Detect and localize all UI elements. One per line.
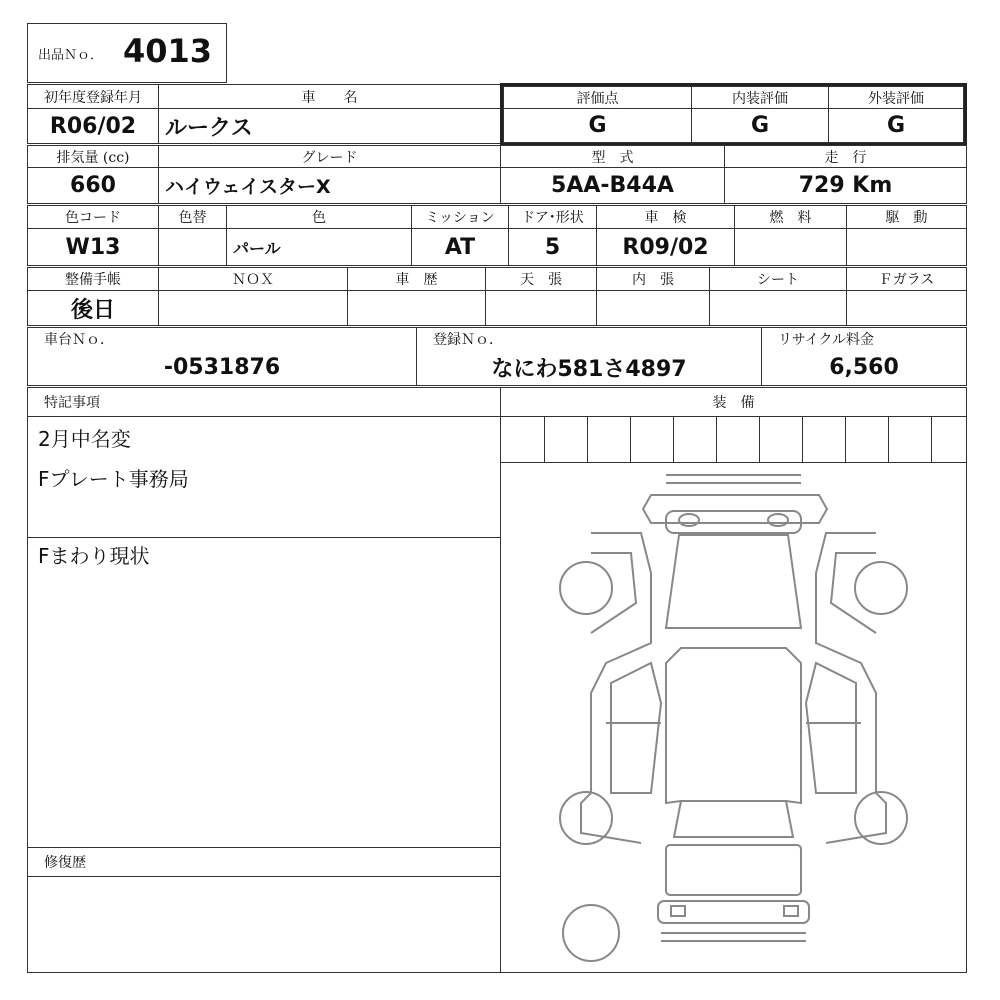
mileage-label: 走 行 [724,145,967,168]
special-label: 特記事項 [27,387,501,417]
exterior-value: G [828,108,964,143]
equipment-label: 装 備 [500,387,967,417]
interior-trim-label: 内 張 [596,267,710,291]
car-diagram [501,463,966,972]
sunroof-label: 天 張 [485,267,597,291]
lot-number: 4013 [123,32,213,70]
fuel-value [734,228,847,266]
sunroof-value [485,290,597,326]
recycle-value: 6,560 [829,354,899,380]
lot-label: 出品Ｎｏ． [38,48,104,63]
grade-value: ハイウェイスターX [158,167,501,204]
history-value [347,290,486,326]
repair-area [27,876,501,973]
fuel-label: 燃 料 [734,205,847,229]
car-name-value: ルークス [158,108,501,144]
seat-value [709,290,847,326]
chassis-label: 車台Ｎｏ． [44,332,114,348]
nox-value [158,290,348,326]
nox-label: ＮＯＸ [158,267,348,291]
door-value: 5 [508,228,597,266]
recycle-box [761,327,967,386]
maintenance-label: 整備手帳 [27,267,159,291]
repaint-label: 色替 [158,205,227,229]
drive-label: 駆 動 [846,205,967,229]
special-notes-area [27,416,501,538]
displacement-label: 排気量 (cc) [27,145,159,168]
car-name-label: 車 名 [158,84,501,109]
first-reg-value: R06/02 [27,108,159,144]
color-code-label: 色コード [27,205,159,229]
displacement-value: 660 [27,167,159,204]
model-label: 型 式 [500,145,725,168]
color-value: パール [226,228,412,266]
first-reg-label: 初年度登録年月 [27,84,159,109]
note-line-1: 2月中名変 [38,427,131,451]
lot-number-box [27,23,227,83]
drive-value [846,228,967,266]
score-value: G [503,108,692,143]
color-code-value: W13 [27,228,159,266]
interior-label: 内装評価 [691,86,829,109]
chassis-value: -0531876 [163,354,281,380]
exterior-label: 外装評価 [828,86,964,109]
score-label: 評価点 [503,86,692,109]
inspection-label: 車 検 [596,205,735,229]
history-label: 車 歴 [347,267,486,291]
mission-value: AT [411,228,509,266]
equipment-grid [500,416,967,463]
note-line-2: Fプレート事務局 [38,467,189,491]
door-label: ドア･形状 [508,205,597,229]
interior-trim-value [596,290,710,326]
model-value: 5AA-B44A [500,167,725,204]
interior-value: G [691,108,829,143]
fglass-label: Ｆガラス [846,267,967,291]
repaint-value [158,228,227,266]
mission-label: ミッション [411,205,509,229]
repair-label: 修復歴 [27,847,501,877]
registration-label: 登録Ｎｏ． [433,332,503,348]
registration-box [416,327,762,386]
notes-area-2 [27,537,501,848]
registration-value: なにわ581さ4897 [491,356,687,382]
fglass-value [846,290,967,326]
inspection-value: R09/02 [596,228,735,266]
recycle-label: リサイクル料金 [778,332,875,348]
color-label: 色 [226,205,412,229]
note-line-3: Fまわり現状 [38,544,150,568]
car-diagram-box [500,462,967,973]
seat-label: シート [709,267,847,291]
mileage-value: 729 Km [724,167,967,204]
chassis-box [27,327,417,386]
grade-label: グレード [158,145,501,168]
maintenance-value: 後日 [27,290,159,326]
